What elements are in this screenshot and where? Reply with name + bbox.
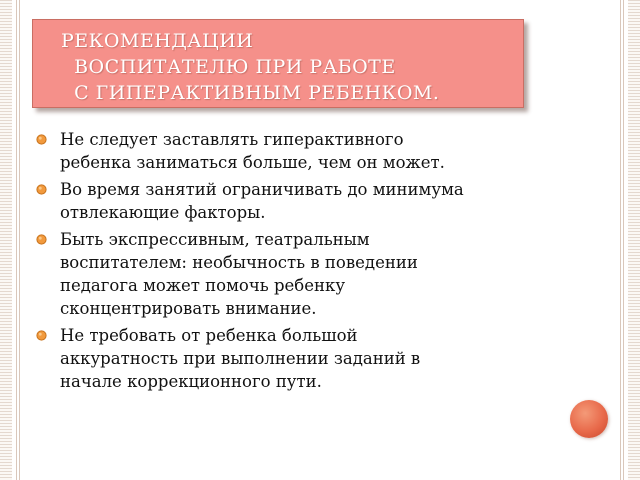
list-item	[36, 128, 556, 174]
list-item-line: Быть экспрессивным, театральным	[60, 230, 370, 249]
list-item-line: Во время занятий ограничивать до минимума	[60, 180, 464, 199]
list-item	[36, 178, 556, 224]
list-item-line: аккуратность при выполнении заданий в	[60, 349, 421, 368]
circle-bullet-icon	[36, 184, 47, 195]
list-item-line: педагога может помочь ребенку	[60, 276, 346, 295]
slide-title-line: РЕКОМЕНДАЦИИ	[61, 30, 254, 52]
left-border-pattern	[0, 0, 12, 480]
list-item-line: Не требовать от ребенка большой	[60, 326, 358, 345]
left-border-rule	[16, 0, 17, 480]
slide-title-line: ВОСПИТАТЕЛЮ ПРИ РАБОТЕ	[61, 56, 396, 78]
list-item-line: ребенка заниматься больше, чем он может.	[60, 153, 445, 172]
slide-title-line: С ГИПЕРАКТИВНЫМ РЕБЕНКОМ.	[61, 82, 440, 104]
left-border-rule	[19, 0, 20, 480]
list-item-line: воспитателем: необычность в поведении	[60, 253, 418, 272]
bullet-list	[36, 128, 556, 397]
list-item-line: сконцентрировать внимание.	[60, 299, 317, 318]
circle-bullet-icon	[36, 234, 47, 245]
circle-bullet-icon	[36, 134, 47, 145]
right-border-rule	[620, 0, 621, 480]
list-item-line: отвлекающие факторы.	[60, 203, 266, 222]
circle-bullet-icon	[36, 330, 47, 341]
decorative-circle	[570, 400, 608, 438]
list-item	[36, 324, 556, 393]
slide-title	[61, 28, 513, 106]
right-border-pattern	[628, 0, 640, 480]
slide-title-box	[32, 19, 524, 108]
list-item-line: начале коррекционного пути.	[60, 372, 322, 391]
list-item-line: Не следует заставлять гиперактивного	[60, 130, 404, 149]
list-item	[36, 228, 556, 320]
right-border-rule	[623, 0, 624, 480]
